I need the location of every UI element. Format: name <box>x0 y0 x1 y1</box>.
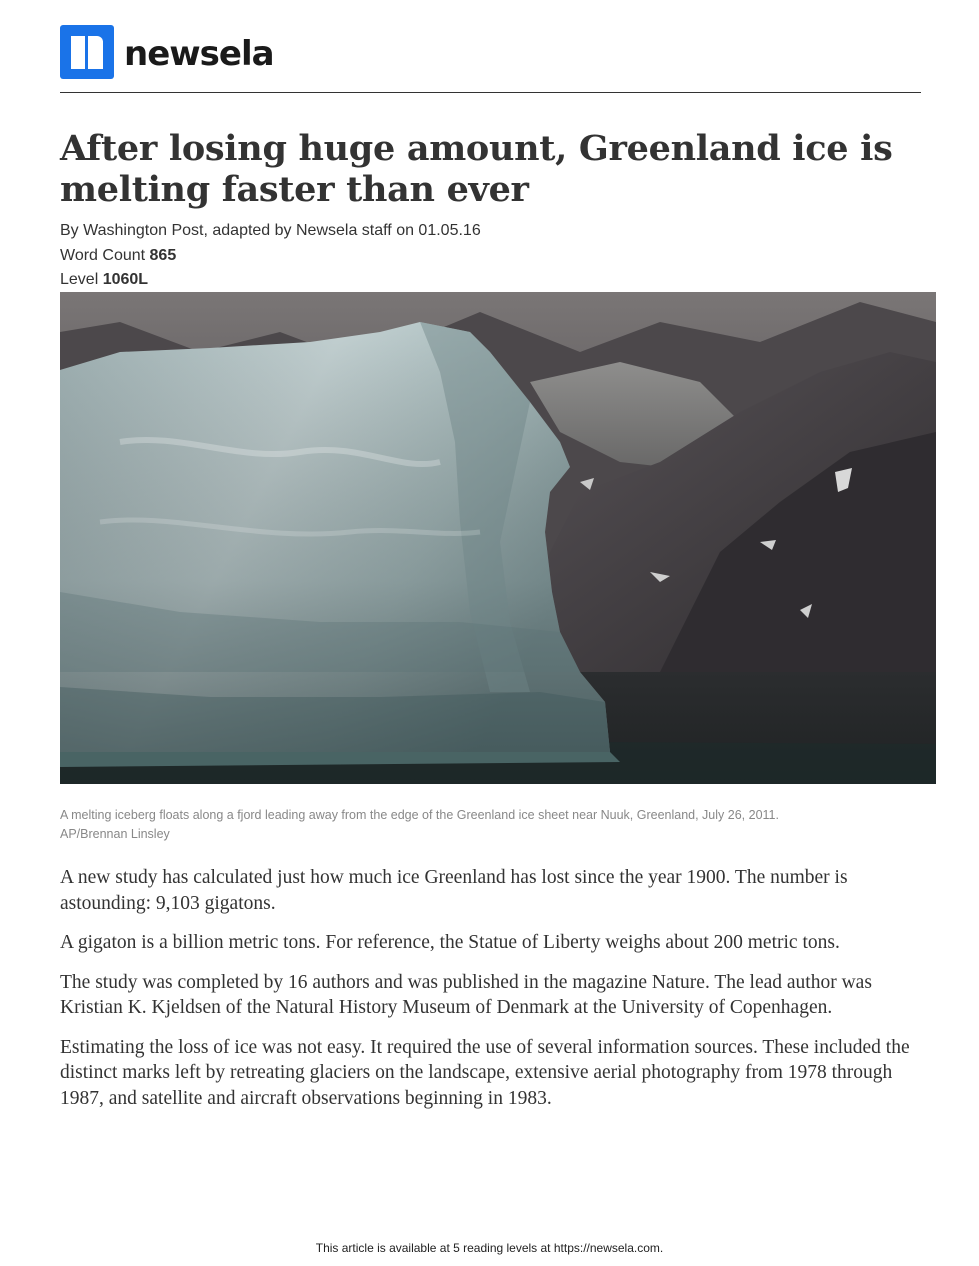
article-meta <box>60 219 481 293</box>
hero-image <box>60 292 936 784</box>
paragraph: A new study has calculated just how much ice Greenland has lost since the year 1900. The number is astounding: 9,103 gigatons. <box>60 867 848 914</box>
article-body <box>60 865 930 1125</box>
paragraph: The study was completed by 16 authors and was published in the magazine Nature. The lead author was Kristian K. Kjeldsen of the Natural History Museum of Denmark at the University of Copenhagen. <box>60 971 872 1018</box>
reading-level <box>60 268 481 293</box>
image-caption <box>60 806 921 844</box>
page-footer: This article is available at 5 reading levels at https://newsela.com. <box>315 1241 664 1255</box>
header-divider <box>60 92 921 93</box>
level-label: Level <box>60 271 99 288</box>
paragraph: A gigaton is a billion metric tons. For reference, the Statue of Liberty weighs about 200 metric tons. <box>60 932 840 953</box>
level-value: 1060L <box>102 271 149 288</box>
paragraph: Estimating the loss of ice was not easy. It required the use of several information sources. These included the distinct marks left by retreating glaciers on the landscape, extensive aerial photography from 1978 through 1987, and satellite and aircraft observations beginning in 1983. <box>60 1036 910 1109</box>
byline: By Washington Post, adapted by Newsela staff on 01.05.16 <box>60 222 481 239</box>
site-header <box>60 24 274 80</box>
iceberg-photo <box>60 292 936 784</box>
word-count-label: Word Count <box>60 246 146 264</box>
brand-name[interactable]: newsela <box>124 34 274 74</box>
newsela-logo-icon[interactable] <box>60 25 114 79</box>
word-count-value: 865 <box>149 246 177 264</box>
caption-text: A melting iceberg floats along a fjord leading away from the edge of the Greenland ice sheet near Nuuk, Greenland, July 26, 2011. <box>60 808 779 822</box>
photo-credit: AP/Brennan Linsley <box>60 827 170 841</box>
word-count <box>60 244 481 269</box>
article-title: After losing huge amount, Greenland ice is melting faster than ever <box>60 128 893 210</box>
